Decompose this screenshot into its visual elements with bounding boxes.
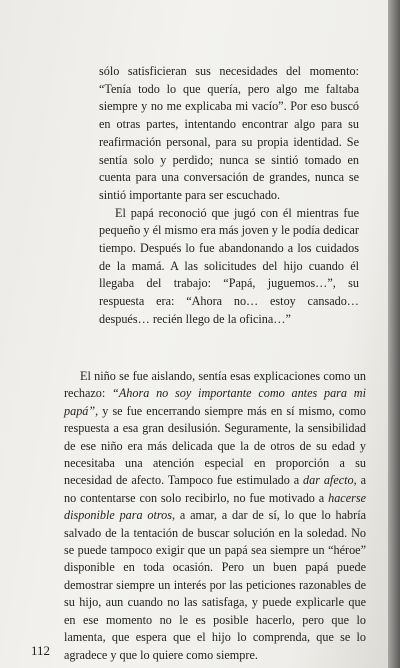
book-edge [388, 0, 400, 668]
italic-span: “Ahora no soy importante como antes para mi papá” [64, 386, 366, 418]
text-span: , a no contentarse con solo recibirlo, no fue motivado a [64, 473, 366, 505]
text-span: El niño se fue aislando, sentía esas explicaciones como un rechazo: [64, 369, 366, 401]
quote-paragraph-1: sólo satisficieran sus necesidades del momento: “Tenía todo lo que quería, pero algo me faltaba siempre y no me explicaba mi vacío”. Por eso buscó en otras partes, intentando encontrar algo para su reafirmación personal, para su propia identidad. Se sentía solo y perdido; nunca se sintió tomado en cuenta para una conversación de grandes, nunca se sintió importante para ser escuchado. [99, 64, 359, 202]
text-span: , y se fue encerrando siempre más en sí mismo, como respuesta a esa gran desilusión. Seguramente, la sensibilidad de ese niño era más delicada que la de otros de su edad y necesitaba una atención especial en proporción a su necesidad de afecto. Tampoco fue estimulado a [64, 403, 366, 488]
text-span: , a amar, a dar de sí, lo que lo habría salvado de la tentación de buscar solución en la soledad. No se puede tampoco exigir que un papá sea siempre un “héroe” disponible en toda ocasión. Pero un buen papá puede demostrar siempre un interés por las peticiones razonables de su hijo, aun cuando no las satisfaga, y puede explicarle que en ese momento no le es posible hacerlo, pero que lo lamenta, que espera que el hijo lo comprenda, que se lo agradece y que lo quiere como siempre. [64, 508, 367, 662]
italic-span: dar afecto [303, 473, 354, 488]
main-paragraph [64, 368, 366, 664]
italic-span: hacerse disponible para otros [64, 490, 366, 523]
quote-paragraph-2: El papá reconoció que jugó con él mientras fue pequeño y él mismo era más joven y le podía dedicar tiempo. Después lo fue abandonando a los cuidados de la mamá. A las solicitudes del hijo cuando él llegaba del trabajo: “Papá, juguemos…”, su respuesta era: “Ahora no… estoy cansado… después… recién llego de la oficina…” [99, 205, 359, 326]
quote-block [99, 63, 359, 329]
main-text [64, 368, 366, 664]
page-number: 112 [31, 643, 51, 658]
